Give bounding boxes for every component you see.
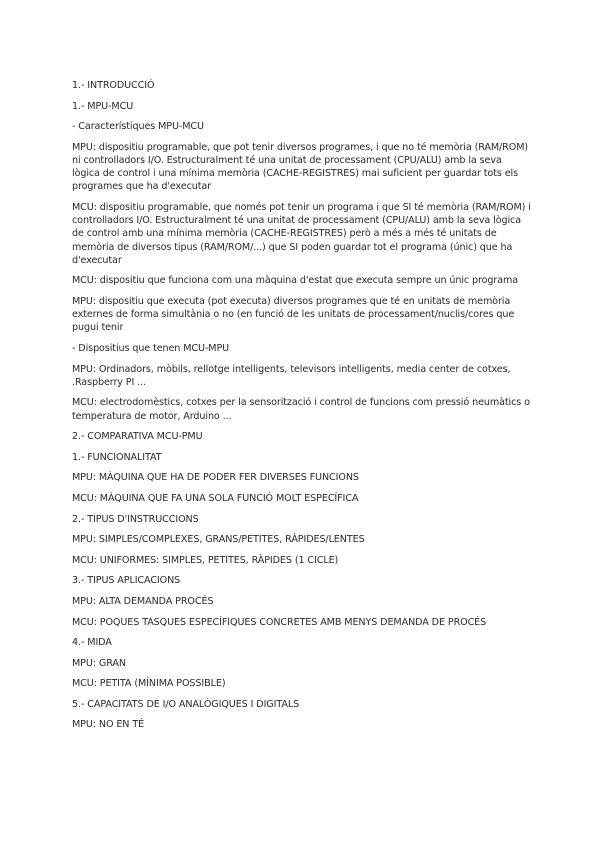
subsection-heading: 5.- CAPACITATS DE I/O ANALÒGIQUES I DIGITALS: [72, 698, 300, 710]
paragraph: MPU: MÀQUINA QUE HA DE PODER FER DIVERSES FUNCIONS: [72, 472, 359, 484]
paragraph: MPU: dispositiu que executa (pot executa) diversos programes que té en unitats de memòria externes de forma simultània o no (en funció de les unitats de processament/nuclis/cores que pugui tenir: [72, 295, 515, 334]
paragraph: MCU: UNIFORMES: SIMPLES, PETITES, RÀPIDES (1 CICLE): [72, 554, 339, 566]
subsection-heading: 1.- FUNCIONALITAT: [72, 451, 162, 463]
paragraph: MCU: MÀQUINA QUE FA UNA SOLA FUNCIÓ MOLT ESPECÍFICA: [72, 492, 359, 504]
subsection-heading: 1.- MPU-MCU: [72, 100, 134, 112]
paragraph: MPU: ALTA DEMANDA PROCÉS: [72, 595, 214, 607]
paragraph: MCU: dispositiu programable, que només pot tenir un programa i que SI té memòria (RAM/ROM) i controlladors I/O. Estructuralment té una unitat de processament (CPU/ALU) amb la seva lògica de control amb una mínima memòria (CACHE-REGISTRES) però a més a més té unitats de memòria de diversos tipus (RAM/ROM/...) que SI poden guardar tot el programa (únic) que ha d'executar: [72, 201, 531, 266]
section-heading: 1.- INTRODUCCIÓ: [72, 80, 155, 91]
paragraph: MPU: dispositiu programable, que pot tenir diversos programes, i que no té memòria (RAM/ROM) ni controlladors I/O. Estructuralment té una unitat de processament (CPU/ALU) amb la seva lògica de control i una mínima memòria (CACHE-REGISTRES) mai suficient per guardar tots els programes que ha d'executar: [72, 141, 529, 193]
paragraph: MPU: GRAN: [72, 657, 126, 669]
subsection-heading: 2.- TIPUS D'INSTRUCCIONS: [72, 513, 199, 525]
paragraph: MCU: POQUES TASQUES ESPECÍFIQUES CONCRETES AMB MENYS DEMANDA DE PROCÉS: [72, 616, 487, 628]
paragraph: MCU: dispositiu que funciona com una màquina d'estat que executa sempre un únic programa: [72, 275, 519, 287]
subsection-heading: 4.- MIDA: [72, 637, 112, 649]
paragraph: MPU: Ordinadors, mòbils, rellotge intelligents, televisors intelligents, media center de cotxes, .Raspberry PI ...: [72, 363, 511, 388]
paragraph: MCU: electrodomèstics, cotxes per la sensorització i control de funcions com pressió neumàtics o temperatura de motor, Arduino ...: [72, 397, 530, 422]
subsection-heading: - Característiques MPU-MCU: [72, 121, 204, 133]
paragraph: MPU: SIMPLES/COMPLEXES, GRANS/PETITES, RÀPIDES/LENTES: [72, 534, 365, 546]
paragraph: MCU: PETITA (MÍNIMA POSSIBLE): [72, 678, 226, 690]
document-body: [72, 79, 532, 739]
subsection-heading: - Dispositius que tenen MCU-MPU: [72, 342, 230, 354]
paragraph: MPU: NO EN TÉ: [72, 719, 145, 731]
subsection-heading: 3.- TIPUS APLICACIONS: [72, 575, 181, 587]
section-heading: 2.- COMPARATIVA MCU-PMU: [72, 431, 203, 443]
